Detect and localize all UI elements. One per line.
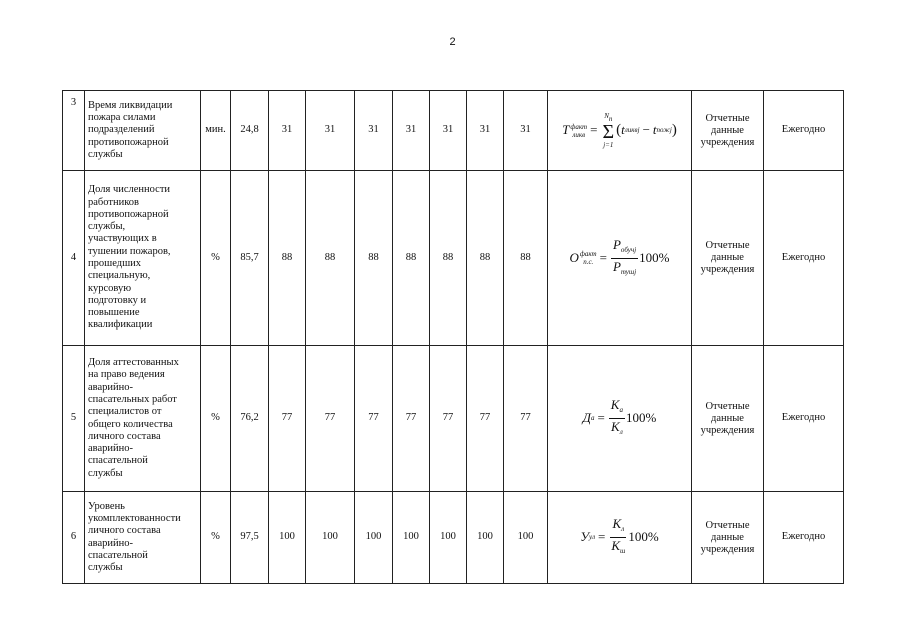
value-cell: 31 <box>306 91 355 171</box>
row-number: 5 <box>63 346 85 492</box>
value-cell: 88 <box>504 171 548 346</box>
frequency-cell: Ежегодно <box>764 492 844 584</box>
source-cell: Отчетные данные учреждения <box>692 91 764 171</box>
value-cell: 100 <box>467 492 504 584</box>
indicator-name: Уровень укомплектованности личного состава аварийно- спасательной службы <box>85 492 201 584</box>
formula-cell <box>548 171 692 346</box>
value-cell: 77 <box>430 346 467 492</box>
value-cell: 100 <box>306 492 355 584</box>
indicator-name: Доля аттестованных на право ведения аварийно- спасательных работ специалистов от общего количества личного состава аварийно- спасательной службы <box>85 346 201 492</box>
formula-staffing-level: У ул = $\frac{K_л}{K_ш}$ 100% <box>580 516 659 555</box>
unit-cell: % <box>201 346 231 492</box>
source-cell: Отчетные данные учреждения <box>692 492 764 584</box>
value-cell: 100 <box>504 492 548 584</box>
source-cell: Отчетные данные учреждения <box>692 171 764 346</box>
value-cell: 77 <box>467 346 504 492</box>
frequency-cell: Ежегодно <box>764 346 844 492</box>
value-cell: 100 <box>355 492 393 584</box>
table-row <box>63 346 844 492</box>
value-cell: 24,8 <box>231 91 269 171</box>
value-cell: 31 <box>504 91 548 171</box>
unit-cell: % <box>201 492 231 584</box>
value-cell: 88 <box>306 171 355 346</box>
value-cell: 31 <box>430 91 467 171</box>
table-row <box>63 171 844 346</box>
row-number: 6 <box>63 492 85 584</box>
formula-time-liquidation: T факт ликв = Nп Σ j=1 ( t ликвj − t пожj ) <box>562 112 677 149</box>
frequency-cell: Ежегодно <box>764 171 844 346</box>
page-number: 2 <box>449 36 456 48</box>
value-cell: 88 <box>430 171 467 346</box>
value-cell: 31 <box>393 91 430 171</box>
table-row <box>63 492 844 584</box>
unit-cell: мин. <box>201 91 231 171</box>
value-cell: 31 <box>467 91 504 171</box>
source-cell: Отчетные данные учреждения <box>692 346 764 492</box>
table-row <box>63 91 844 171</box>
value-cell: 85,7 <box>231 171 269 346</box>
value-cell: 77 <box>393 346 430 492</box>
formula-cell <box>548 492 692 584</box>
value-cell: 88 <box>269 171 306 346</box>
formula-cell <box>548 346 692 492</box>
value-cell: 31 <box>355 91 393 171</box>
value-cell: 88 <box>355 171 393 346</box>
formula-cell <box>548 91 692 171</box>
value-cell: 77 <box>306 346 355 492</box>
row-number: 3 <box>63 91 85 171</box>
value-cell: 77 <box>269 346 306 492</box>
indicator-name: Время ликвидации пожара силами подразделений противопожарной службы <box>85 91 201 171</box>
value-cell: 77 <box>355 346 393 492</box>
formula-certified-share: Д а = $\frac{K_а}{K_л}$ 100% <box>582 397 657 436</box>
row-number: 4 <box>63 171 85 346</box>
value-cell: 100 <box>430 492 467 584</box>
indicators-table <box>62 90 844 584</box>
value-cell: 77 <box>504 346 548 492</box>
formula-trained-staff-share: O факт п.с. = $\frac{P_{обучj}}{P_{тушj}}$ 100% <box>569 236 670 276</box>
value-cell: 76,2 <box>231 346 269 492</box>
value-cell: 100 <box>269 492 306 584</box>
value-cell: 31 <box>269 91 306 171</box>
unit-cell: % <box>201 171 231 346</box>
indicator-name: Доля численности работников противопожарной службы, участвующих в тушении пожаров, прошедших специальную, курсовую подготовку и повышение квалификации <box>85 171 201 346</box>
frequency-cell: Ежегодно <box>764 91 844 171</box>
value-cell: 100 <box>393 492 430 584</box>
value-cell: 97,5 <box>231 492 269 584</box>
value-cell: 88 <box>467 171 504 346</box>
value-cell: 88 <box>393 171 430 346</box>
